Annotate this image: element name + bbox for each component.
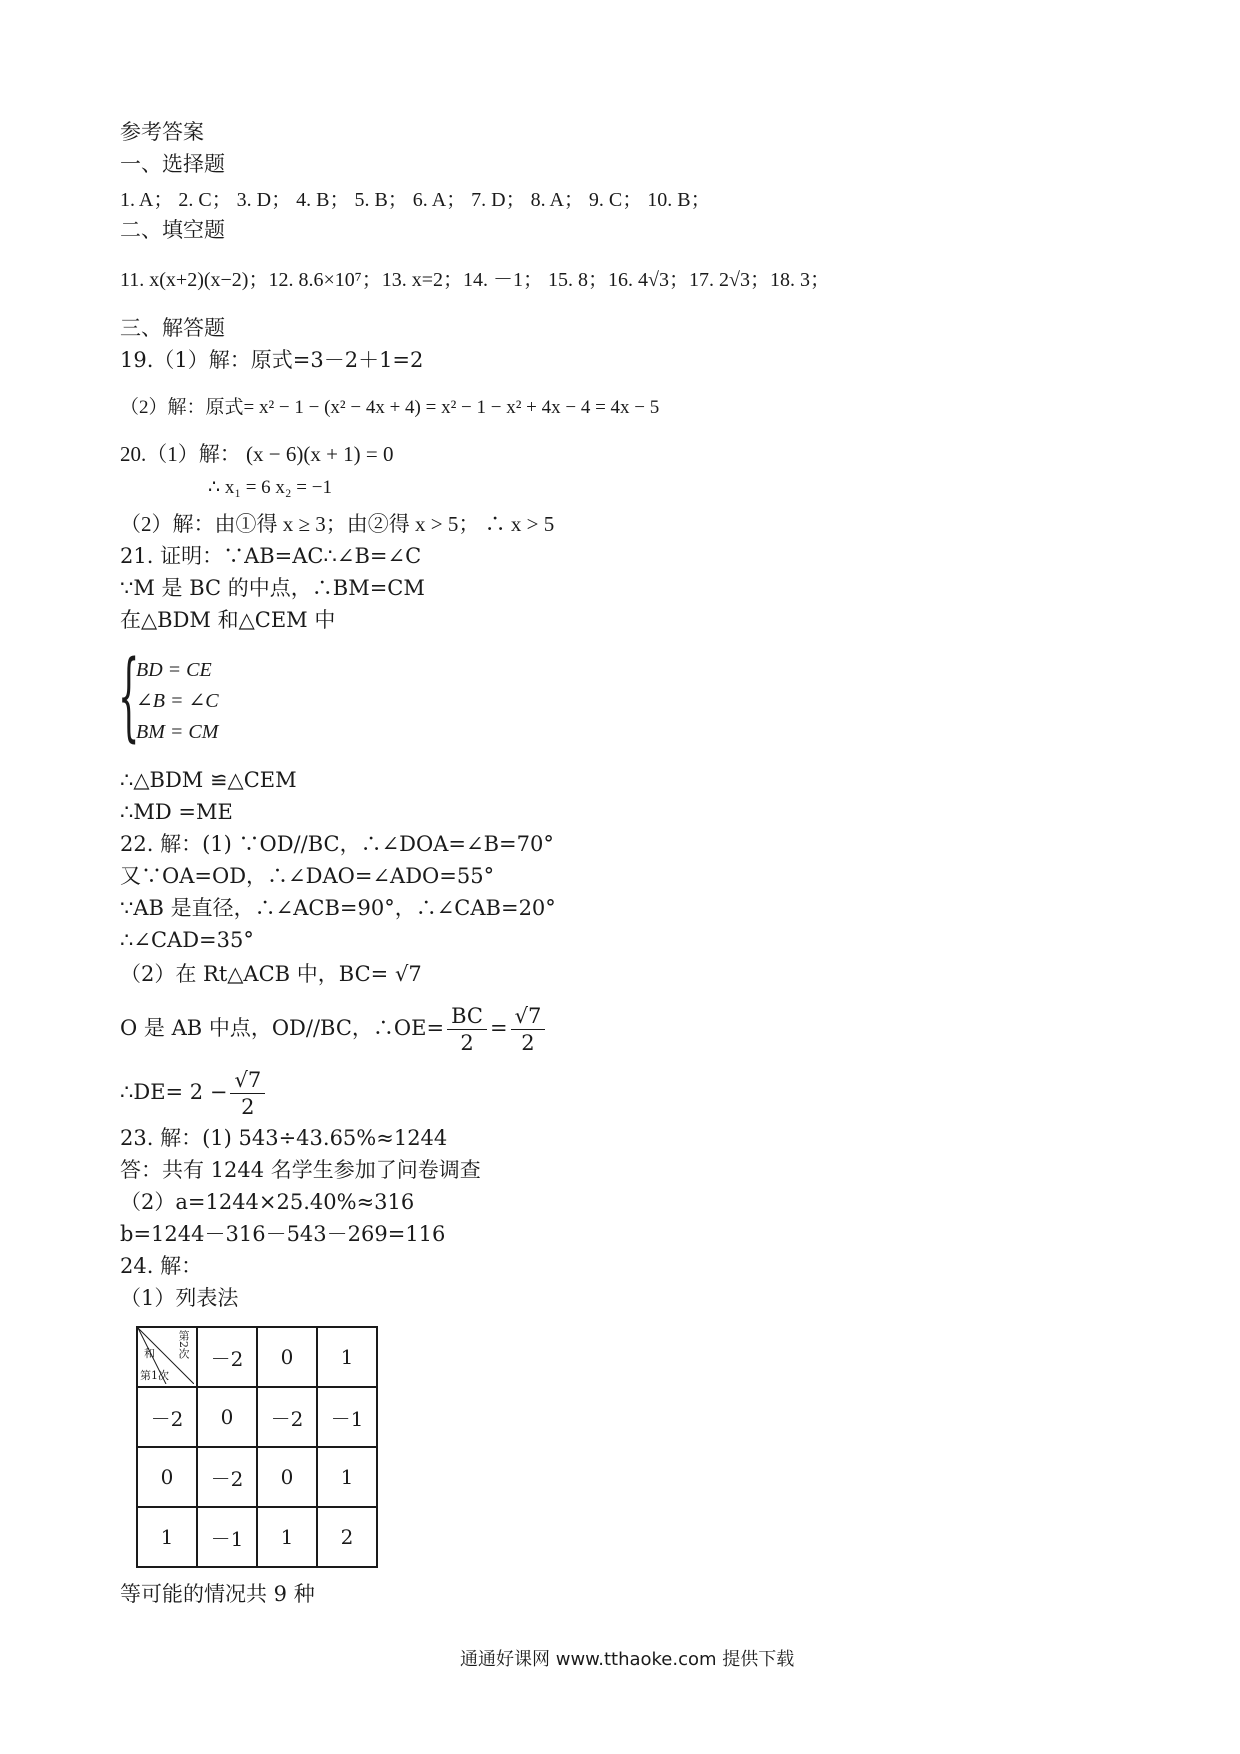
- q22-line7-text: ∴DE= 2 −: [120, 1080, 228, 1104]
- table-header-cell: 1: [317, 1327, 377, 1387]
- q24-conclusion: 等可能的情况共 9 种: [120, 1582, 315, 1606]
- table-row-head: －2: [137, 1387, 197, 1447]
- equals-sign: =: [489, 1016, 508, 1040]
- table-cell: 2: [317, 1507, 377, 1567]
- table-cell: －1: [197, 1507, 257, 1567]
- fraction-numerator: BC: [447, 1003, 487, 1030]
- q20-part1: 20.（1）解： (x − 6)(x + 1) = 0: [120, 442, 394, 466]
- q24-line2: （1）列表法: [120, 1286, 239, 1310]
- table-cell: 1: [317, 1447, 377, 1507]
- table-cell: －2: [257, 1387, 317, 1447]
- q23-line2: 答：共有 1244 名学生参加了问卷调查: [120, 1158, 481, 1182]
- corner-label-mid: 和: [144, 1347, 155, 1360]
- q22-line7: [120, 1064, 268, 1120]
- fraction-numerator: √7: [230, 1067, 265, 1094]
- q22-line3: ∵AB 是直径，∴∠ACB=90°，∴∠CAB=20°: [120, 896, 556, 920]
- q22-line2: 又∵OA=OD，∴∠DAO=∠ADO=55°: [120, 864, 495, 888]
- table-cell: 1: [257, 1507, 317, 1567]
- system-line-3: BM = CM: [136, 721, 219, 743]
- q21-line3: 在△BDM 和△CEM 中: [120, 608, 336, 632]
- q22-line6: [120, 1000, 548, 1056]
- q22-line6-text: O 是 AB 中点，OD//BC，∴OE=: [120, 1016, 445, 1040]
- table-row: [137, 1447, 377, 1507]
- table-cell: 0: [257, 1447, 317, 1507]
- fraction-sqrt7-over-2: [230, 1067, 265, 1120]
- footer-source: 通通好课网 www.tthaoke.com 提供下载: [460, 1649, 795, 1670]
- table-cell: 0: [197, 1387, 257, 1447]
- fraction-denominator: 2: [521, 1031, 535, 1055]
- table-row: [137, 1327, 377, 1387]
- section-choice-title: 一、选择题: [120, 152, 225, 176]
- table-corner-cell: [137, 1327, 197, 1387]
- q22-line1: 22. 解：(1) ∵OD//BC，∴∠DOA=∠B=70°: [120, 832, 554, 856]
- q19-part2: （2）解：原式= x² − 1 − (x² − 4x + 4) = x² − 1 − x² + 4x − 4 = 4x − 5: [120, 397, 660, 418]
- q24-line1: 24. 解：: [120, 1254, 203, 1278]
- q23-line4: b=1244－316－543－269=116: [120, 1222, 446, 1246]
- system-line-1: BD = CE: [136, 659, 212, 681]
- q21-line5: ∴MD =ME: [120, 800, 233, 824]
- table-header-cell: 0: [257, 1327, 317, 1387]
- q21-line1: 21. 证明：∵AB=AC∴∠B=∠C: [120, 544, 422, 568]
- q21-line2: ∵M 是 BC 的中点，∴BM=CM: [120, 576, 425, 600]
- fraction-denominator: 2: [241, 1095, 255, 1119]
- q22-line5: （2）在 Rt△ACB 中，BC= √7: [120, 962, 422, 986]
- table-cell: －2: [197, 1447, 257, 1507]
- q23-line3: （2）a=1244×25.40%≈316: [120, 1190, 415, 1214]
- table-cell: －1: [317, 1387, 377, 1447]
- probability-table: [136, 1326, 378, 1568]
- section-solve-title: 三、解答题: [120, 316, 225, 340]
- system-line-2: ∠B = ∠C: [136, 690, 219, 712]
- system-brace: {: [118, 640, 140, 752]
- choice-answers: 1. A； 2. C； 3. D； 4. B； 5. B； 6. A； 7. D； 8. A； 9. C； 10. B；: [120, 189, 711, 211]
- q23-line1: 23. 解：(1) 543÷43.65%≈1244: [120, 1126, 448, 1150]
- fraction-bc-over-2: [447, 1003, 487, 1056]
- corner-label-top: 第2次: [177, 1330, 190, 1359]
- page-title: 参考答案: [120, 120, 204, 144]
- fill-answers: 11. x(x+2)(x−2)；12. 8.6×10⁷；13. x=2；14. －1； 15. 8；16. 4√3；17. 2√3；18. 3；: [120, 269, 830, 291]
- q21-line4: ∴△BDM ≌△CEM: [120, 768, 297, 792]
- table-row: [137, 1387, 377, 1447]
- corner-label-bottom: 第1次: [140, 1369, 169, 1382]
- table-row-head: 1: [137, 1507, 197, 1567]
- q19-part1: 19.（1）解：原式=3－2＋1=2: [120, 348, 424, 372]
- table-header-cell: －2: [197, 1327, 257, 1387]
- section-fill-title: 二、填空题: [120, 218, 225, 242]
- q20-part2: （2）解：由①得 x ≥ 3；由②得 x > 5； ∴ x > 5: [120, 512, 555, 536]
- table-row-head: 0: [137, 1447, 197, 1507]
- q22-line4: ∴∠CAD=35°: [120, 928, 254, 952]
- fraction-denominator: 2: [460, 1031, 474, 1055]
- table-row: [137, 1507, 377, 1567]
- q20-part1-roots: ∴ x₁ = 6 x₂ = −1: [208, 477, 332, 498]
- fraction-numerator: √7: [511, 1003, 546, 1030]
- fraction-sqrt7-over-2: [511, 1003, 546, 1056]
